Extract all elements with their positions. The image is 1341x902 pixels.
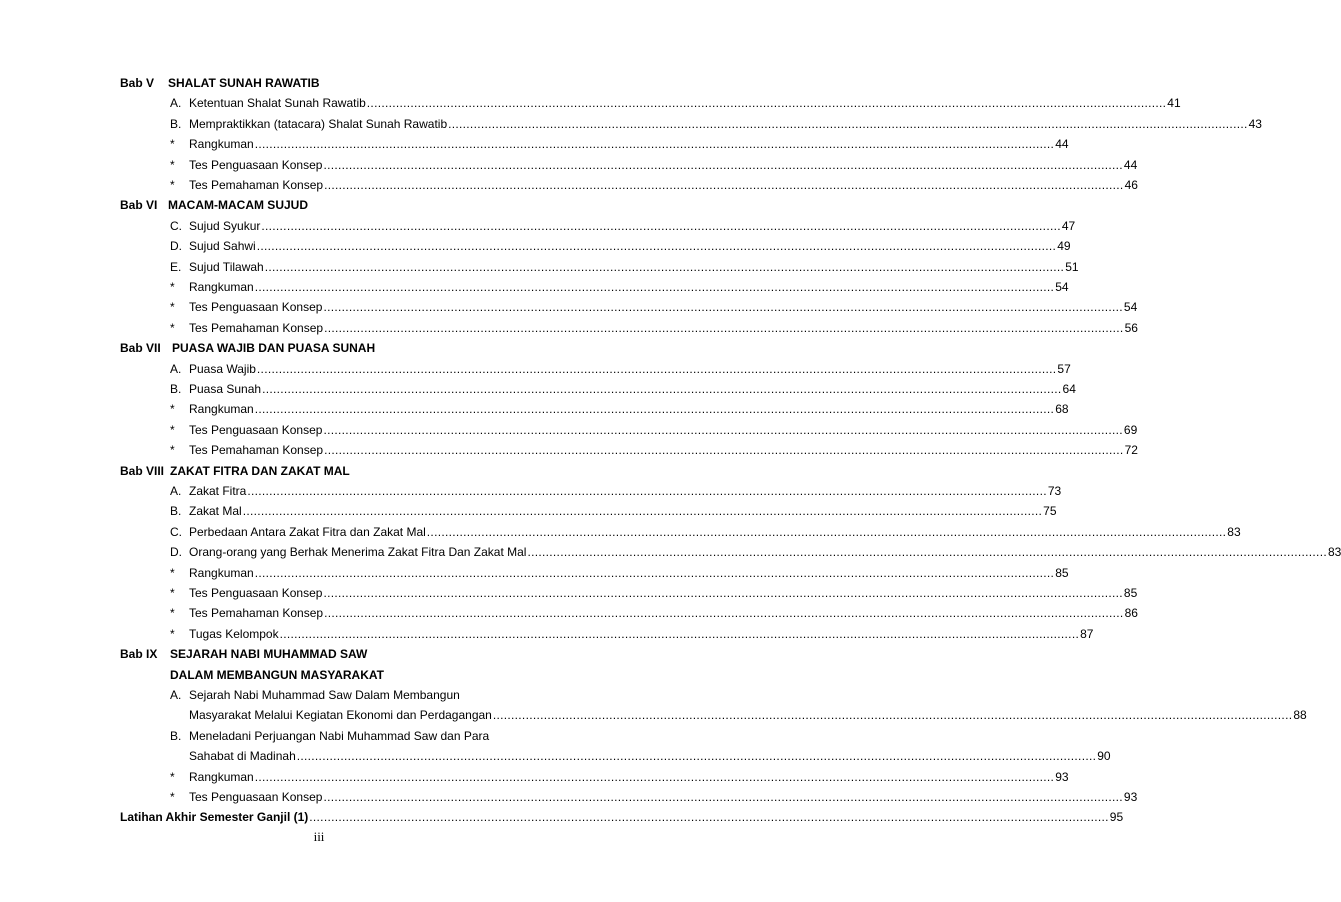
entry-page-number: 44: [1055, 137, 1069, 152]
toc-row: [0, 175, 1138, 195]
entry-title: Zakat Fitra: [189, 484, 247, 498]
entry-marker: *: [170, 606, 175, 621]
entry-title: Sejarah Nabi Muhammad Saw Dalam Membangun: [189, 688, 460, 702]
toc-entry: [170, 726, 544, 746]
toc-entry: [170, 481, 1062, 501]
dot-leader: ............................................................................................................................................................................................................................: [256, 361, 1057, 376]
toc-entry: [170, 134, 1069, 154]
entry-title: Mempraktikkan (tatacara) Shalat Sunah Rawatib: [189, 116, 448, 131]
entry-page-number: 49: [1057, 239, 1071, 254]
chapter-title: SEJARAH NABI MUHAMMAD SAW: [170, 647, 368, 662]
toc-entry: [170, 175, 1138, 195]
dot-leader: ............................................................................................................................................................................................................................: [426, 524, 1227, 539]
entry-marker: *: [170, 320, 175, 335]
entry-title: Rangkuman: [189, 402, 254, 417]
toc-entry: [189, 705, 1307, 725]
toc-entry: [170, 114, 1262, 134]
toc-entry: [170, 420, 1138, 440]
entry-page-number: 85: [1055, 565, 1069, 580]
entry-marker: A.: [170, 484, 182, 498]
entry-title: Zakat Mal: [189, 504, 242, 519]
entry-marker: A.: [170, 688, 182, 702]
entry-title: Perbedaan Antara Zakat Fitra dan Zakat Mal: [189, 524, 426, 539]
chapter-heading: [0, 461, 638, 481]
entry-marker: *: [170, 402, 175, 417]
toc-row: [0, 297, 1138, 317]
chapter-number: Bab IX: [120, 647, 158, 662]
entry-page-number: 90: [1097, 749, 1111, 764]
entry-title: Tes Penguasaan Konsep: [189, 790, 323, 804]
entry-title: Puasa Wajib: [189, 361, 256, 376]
chapter-title: MACAM-MACAM SUJUD: [168, 198, 308, 213]
toc-entry: [170, 542, 1341, 562]
dot-leader: ............................................................................................................................................................................................................................: [448, 116, 1248, 131]
toc-row: [0, 624, 1094, 644]
entry-page-number: 44: [1123, 157, 1138, 172]
entry-marker: E.: [170, 259, 182, 274]
entry-title: Tes Pemahaman Konsep: [189, 178, 324, 192]
toc-row: [0, 726, 638, 746]
entry-marker: C.: [170, 524, 182, 539]
dot-leader: ............................................................................................................................................................................................................................: [261, 218, 1061, 233]
dot-leader: ............................................................................................................................................................................................................................: [527, 545, 1327, 560]
entry-page-number: 54: [1055, 280, 1069, 294]
entry-marker: *: [170, 422, 175, 437]
entry-page-number: 47: [1061, 218, 1076, 233]
dot-leader: ............................................................................................................................................................................................................................: [323, 422, 1123, 437]
toc-entry: [170, 787, 1138, 807]
entry-page-number: 43: [1248, 116, 1262, 131]
entry-title: Ketentuan Shalat Sunah Rawatib: [189, 96, 366, 111]
entry-page-number: 83: [1327, 545, 1341, 560]
entry-page-number: 75: [1043, 504, 1057, 519]
dot-leader: ............................................................................................................................................................................................................................: [296, 749, 1097, 764]
toc-row: [0, 563, 1069, 583]
toc-entry: [170, 318, 1138, 338]
toc-row: [0, 420, 1138, 440]
toc-entry: [170, 236, 1071, 256]
toc-entry: [170, 440, 1138, 460]
chapter-number: Bab VII: [120, 341, 161, 356]
entry-title: Tes Penguasaan Konsep: [189, 157, 323, 172]
toc-row: [0, 216, 1076, 236]
dot-leader: ............................................................................................................................................................................................................................: [366, 96, 1167, 111]
entry-title: Tes Pemahaman Konsep: [189, 443, 324, 458]
entry-marker: *: [170, 157, 175, 172]
toc-entry: [170, 297, 1138, 317]
entry-title: Tes Pemahaman Konsep: [189, 606, 324, 621]
toc-row: [0, 685, 638, 705]
chapter-heading: [0, 73, 638, 93]
entry-marker: B.: [170, 728, 182, 743]
toc-entry: [170, 399, 1069, 419]
entry-page-number: 83: [1227, 524, 1241, 539]
chapter-title: ZAKAT FITRA DAN ZAKAT MAL: [170, 463, 350, 478]
chapter-title: DALAM MEMBANGUN MASYARAKAT: [170, 667, 384, 682]
toc-entry: [170, 216, 1076, 236]
toc-row: [0, 746, 1111, 766]
entry-title: Tugas Kelompok: [189, 626, 279, 641]
entry-marker: *: [170, 769, 175, 784]
entry-title: Tes Penguasaan Konsep: [189, 586, 323, 600]
dot-leader: ............................................................................................................................................................................................................................: [323, 157, 1123, 172]
dot-leader: ............................................................................................................................................................................................................................: [254, 280, 1055, 294]
chapter-heading: [0, 195, 638, 215]
toc-entry: [170, 522, 1241, 542]
toc-row: [0, 93, 1181, 113]
toc-row: [0, 257, 1079, 277]
entry-page-number: 46: [1124, 178, 1138, 192]
toc-entry: [170, 257, 1079, 277]
entry-page-number: 95: [1109, 810, 1124, 825]
toc-row: [0, 318, 1138, 338]
toc-row: [0, 399, 1069, 419]
toc-row: [0, 705, 1307, 725]
entry-title: Meneladani Perjuangan Nabi Muhammad Saw dan Para: [189, 728, 490, 743]
toc-row: [0, 359, 1071, 379]
entry-page-number: 73: [1047, 484, 1062, 498]
toc-row: [0, 583, 1138, 603]
dot-leader: ............................................................................................................................................................................................................................: [324, 320, 1124, 335]
entry-page-number: 57: [1057, 361, 1071, 376]
toc-row: [0, 542, 1341, 562]
chapter-number: Bab V: [120, 76, 155, 90]
toc-entry: [170, 624, 1094, 644]
entry-title: Sujud Syukur: [189, 218, 261, 233]
entry-marker: D.: [170, 545, 182, 560]
entry-marker: *: [170, 443, 175, 458]
toc-entry: [170, 277, 1069, 297]
dot-leader: ............................................................................................................................................................................................................................: [309, 810, 1109, 825]
final-entry: [120, 807, 1124, 827]
dot-leader: ............................................................................................................................................................................................................................: [324, 443, 1124, 458]
toc-row: [0, 603, 1138, 623]
entry-page-number: 69: [1123, 422, 1138, 437]
dot-leader: ............................................................................................................................................................................................................................: [323, 300, 1123, 315]
toc-entry: [170, 501, 1057, 521]
toc-row: [0, 501, 1057, 521]
entry-title: Sujud Sahwi: [189, 239, 256, 254]
entry-marker: B.: [170, 382, 182, 396]
toc-row: [0, 787, 1138, 807]
entry-page-number: 68: [1055, 402, 1069, 417]
entry-title: Latihan Akhir Semester Ganjil (1): [120, 810, 309, 825]
entry-marker: A.: [170, 96, 182, 111]
dot-leader: ............................................................................................................................................................................................................................: [279, 626, 1080, 641]
entry-marker: C.: [170, 218, 182, 233]
dot-leader: ............................................................................................................................................................................................................................: [323, 790, 1123, 804]
entry-marker: *: [170, 790, 175, 804]
entry-title: Orang-orang yang Berhak Menerima Zakat Fitra Dan Zakat Mal: [189, 545, 527, 560]
entry-marker: *: [170, 137, 175, 152]
dot-leader: ............................................................................................................................................................................................................................: [254, 402, 1055, 417]
entry-marker: *: [170, 178, 175, 192]
toc-row: [0, 277, 1069, 297]
toc-entry: [170, 379, 1076, 399]
entry-title: Rangkuman: [189, 565, 254, 580]
entry-marker: *: [170, 586, 175, 600]
toc-row: [0, 522, 1241, 542]
entry-title: Sujud Tilawah: [189, 259, 264, 274]
entry-page-number: 85: [1123, 586, 1138, 600]
toc-entry: [170, 767, 1069, 787]
toc-row: [0, 155, 1138, 175]
toc-entry: [170, 685, 544, 705]
dot-leader: ............................................................................................................................................................................................................................: [323, 586, 1123, 600]
toc-entry: [170, 93, 1181, 113]
entry-marker: *: [170, 280, 175, 294]
dot-leader: ............................................................................................................................................................................................................................: [256, 239, 1057, 254]
entry-title: Tes Pemahaman Konsep: [189, 320, 324, 335]
dot-leader: ............................................................................................................................................................................................................................: [254, 769, 1055, 784]
chapter-number: Bab VI: [120, 198, 158, 213]
entry-marker: *: [170, 300, 175, 315]
toc-entry: [170, 603, 1138, 623]
dot-leader: ............................................................................................................................................................................................................................: [242, 504, 1043, 519]
entry-page-number: 87: [1080, 626, 1094, 641]
entry-title: Tes Penguasaan Konsep: [189, 300, 323, 315]
dot-leader: ............................................................................................................................................................................................................................: [492, 708, 1293, 723]
entry-page-number: 64: [1062, 382, 1076, 396]
final-row: [0, 807, 1124, 827]
entry-marker: A.: [170, 361, 182, 376]
chapter-heading: [0, 338, 638, 358]
entry-title: Puasa Sunah: [189, 382, 262, 396]
entry-page-number: 54: [1123, 300, 1138, 315]
toc-row: [0, 379, 1076, 399]
entry-page-number: 93: [1123, 790, 1138, 804]
dot-leader: ............................................................................................................................................................................................................................: [264, 259, 1065, 274]
dot-leader: ............................................................................................................................................................................................................................: [254, 137, 1055, 152]
entry-title: Rangkuman: [189, 769, 254, 784]
toc-entry: [170, 583, 1138, 603]
chapter-heading: [0, 644, 638, 664]
entry-page-number: 72: [1124, 443, 1138, 458]
dot-leader: ............................................................................................................................................................................................................................: [254, 565, 1055, 580]
chapter-title: SHALAT SUNAH RAWATIB: [168, 76, 320, 90]
dot-leader: ............................................................................................................................................................................................................................: [262, 382, 1062, 396]
entry-page-number: 51: [1065, 259, 1079, 274]
entry-marker: B.: [170, 116, 182, 131]
toc-row: [0, 236, 1071, 256]
chapter-heading-continued: [0, 665, 638, 685]
toc-entry: [189, 746, 1111, 766]
toc-row: [0, 134, 1069, 154]
page-number: iii: [313, 829, 325, 844]
dot-leader: ............................................................................................................................................................................................................................: [324, 178, 1124, 192]
dot-leader: ............................................................................................................................................................................................................................: [324, 606, 1124, 621]
toc-entry: [170, 563, 1069, 583]
entry-page-number: 93: [1055, 769, 1069, 784]
chapter-number: Bab VIII: [120, 463, 165, 478]
toc-entry: [170, 155, 1138, 175]
entry-page-number: 41: [1167, 96, 1181, 111]
toc-row: [0, 440, 1138, 460]
entry-marker: B.: [170, 504, 182, 519]
entry-title: Sahabat di Madinah: [189, 749, 296, 764]
chapter-title: PUASA WAJIB DAN PUASA SUNAH: [172, 341, 376, 356]
entry-marker: *: [170, 626, 175, 641]
toc-row: [0, 114, 1262, 134]
toc-row: [0, 767, 1069, 787]
dot-leader: ............................................................................................................................................................................................................................: [247, 484, 1047, 498]
entry-marker: *: [170, 565, 175, 580]
toc-entry: [170, 359, 1071, 379]
toc-row: [0, 481, 1062, 501]
entry-title: Rangkuman: [189, 137, 254, 152]
entry-title: Rangkuman: [189, 280, 254, 294]
entry-page-number: 86: [1124, 606, 1138, 621]
entry-page-number: 88: [1293, 708, 1307, 723]
entry-page-number: 56: [1124, 320, 1138, 335]
entry-marker: D.: [170, 239, 182, 254]
entry-title: Tes Penguasaan Konsep: [189, 422, 323, 437]
entry-title: Masyarakat Melalui Kegiatan Ekonomi dan Perdagangan: [189, 708, 492, 723]
